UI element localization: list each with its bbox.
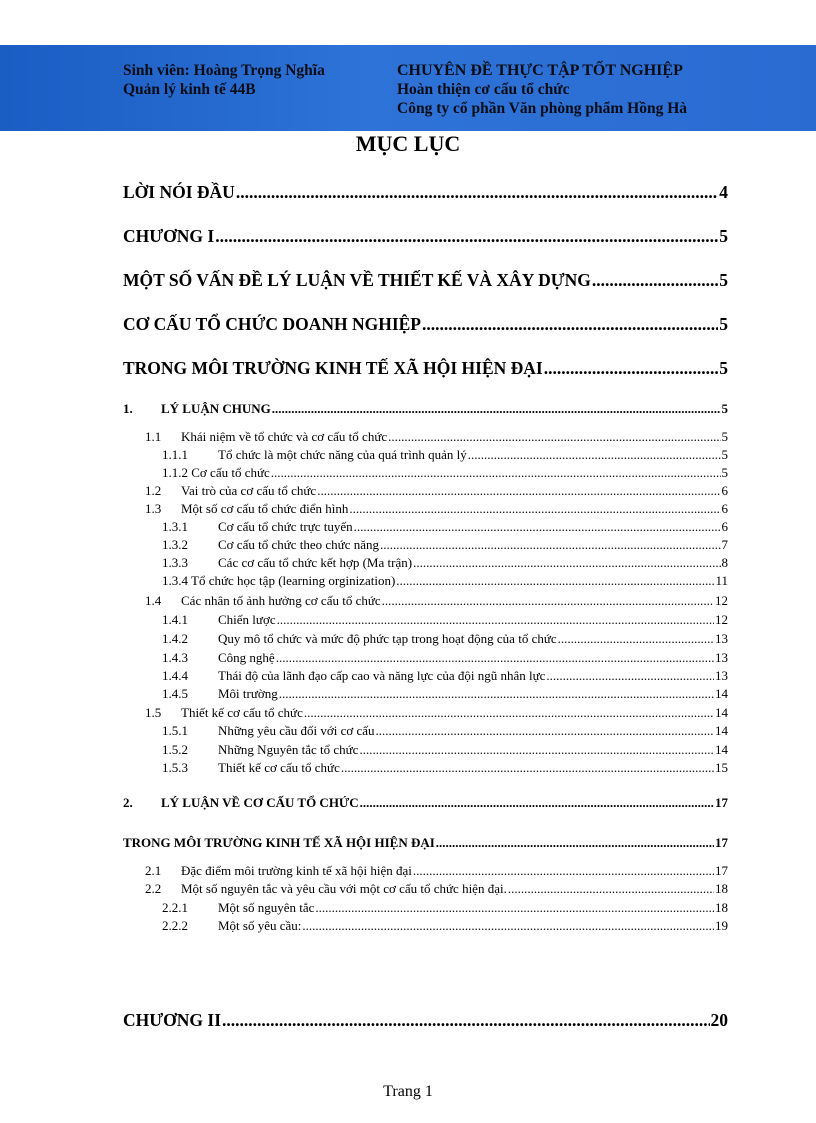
toc-entry[interactable] (123, 835, 728, 851)
toc-entry-text: LỜI NÓI ĐẦU (123, 182, 235, 202)
header-right (397, 61, 687, 118)
toc-entry-page: 5 (721, 401, 728, 416)
toc-entry-number: 1.3 (145, 501, 162, 516)
toc-entry[interactable] (162, 555, 728, 571)
toc-entry-page: 5 (721, 429, 728, 444)
toc-entry[interactable] (162, 918, 728, 934)
toc-entry-text: Cơ cấu tổ chức theo chức năng (218, 537, 380, 552)
toc-entry-number: 1.4.1 (162, 612, 188, 627)
toc-entry-text: Công nghệ (218, 650, 275, 665)
toc-entry-page: 4 (719, 182, 728, 202)
toc-entry-page: 5 (719, 226, 728, 246)
toc-entry[interactable] (162, 900, 728, 916)
toc-entry[interactable] (162, 668, 728, 684)
toc-entry-text: CHƯƠNG II (123, 1010, 222, 1030)
toc-entry-page: 14 (715, 742, 728, 757)
toc-entry-page: 8 (721, 555, 728, 570)
page-header-band (0, 45, 816, 131)
toc-entry-text: Đặc điểm môi trường kinh tế xã hội hiện đại (181, 863, 412, 878)
page-footer: Trang 1 (383, 1083, 433, 1100)
toc-entry-text: Vai trò của cơ cấu tổ chức (181, 483, 317, 498)
toc-entry-page: 20 (710, 1010, 728, 1030)
toc-entry-number: 2.2.2 (162, 918, 188, 933)
toc-entry-text: Một số cơ cấu tổ chức điển hình (181, 501, 349, 516)
toc-entry-text: Khái niệm về tổ chức và cơ cấu tổ chức (181, 429, 388, 444)
toc-entry-text: Những yêu cầu đối với cơ cấu (218, 723, 375, 738)
toc-entry-page: 14 (715, 705, 728, 720)
toc-entry[interactable] (123, 314, 728, 335)
toc-entry-number: 1.5.1 (162, 723, 188, 738)
toc-entry[interactable] (123, 270, 728, 291)
toc-entry[interactable] (145, 863, 728, 879)
toc-entry-number: 1.5.3 (162, 760, 188, 775)
toc-entry-page: 5 (719, 358, 728, 378)
toc-entry-page: 12 (715, 593, 728, 608)
toc-entry[interactable] (145, 705, 728, 721)
toc-entry-text: 1.1.2 Cơ cấu tổ chức (162, 465, 270, 480)
toc-entry-text: TRONG MÔI TRƯỜNG KINH TẾ XÃ HỘI HIỆN ĐẠI (123, 835, 435, 850)
toc-entry-text: Chiến lược (218, 612, 276, 627)
toc-entry-text: Một số nguyên tắc (218, 900, 315, 915)
toc-entry-number: 2. (123, 795, 133, 810)
toc-entry[interactable] (162, 447, 728, 463)
toc-entry-number: 2.2 (145, 881, 162, 896)
toc-entry-page: 17 (715, 863, 728, 878)
toc-entry-page: 17 (715, 835, 728, 850)
toc-entry-page: 13 (715, 668, 728, 683)
student-class: Quản lý kinh tế 44B (123, 81, 256, 98)
toc-entry-text: Một số nguyên tắc và yêu cầu với một cơ cấu tổ chức hiện đại. (181, 881, 507, 896)
toc-entry-number: 1.4 (145, 593, 162, 608)
toc-entry-page: 5 (721, 447, 728, 462)
toc-entry-number: 1.4.3 (162, 650, 188, 665)
toc-entry-number: 1.4.5 (162, 686, 188, 701)
toc-entry-text: TRONG MÔI TRƯỜNG KINH TẾ XÃ HỘI HIỆN ĐẠI (123, 358, 543, 378)
toc-entry-text: Tổ chức là một chức năng của quá trình quản lý (218, 447, 467, 462)
toc-entry-page: 14 (715, 686, 728, 701)
toc-entry-text: Cơ cấu tổ chức trực tuyến (218, 519, 353, 534)
toc-entry[interactable] (123, 182, 728, 203)
toc-entry-text: MỘT SỐ VẤN ĐỀ LÝ LUẬN VỀ THIẾT KẾ VÀ XÂY DỰNG (123, 270, 591, 290)
toc-entry[interactable] (145, 483, 728, 499)
toc-entry-page: 14 (715, 723, 728, 738)
toc-entry-number: 1.4.4 (162, 668, 188, 683)
toc-entry-text: CHƯƠNG I (123, 226, 215, 246)
toc-entry-page: 18 (715, 900, 728, 915)
toc-entry-number: 1.3.2 (162, 537, 188, 552)
toc-entry-page: 5 (719, 314, 728, 334)
toc-entry-page: 13 (715, 631, 728, 646)
toc-entry[interactable] (162, 465, 728, 481)
toc-entry[interactable] (145, 593, 728, 609)
toc-entry-text: Thiết kế cơ cấu tổ chức (218, 760, 340, 775)
toc-entry-text: Những Nguyên tắc tổ chức (218, 742, 359, 757)
report-topic: Hoàn thiện cơ cấu tổ chức (397, 81, 570, 98)
student-name: Sinh viên: Hoàng Trọng Nghĩa (123, 62, 325, 79)
toc-entry-text: CƠ CẤU TỔ CHỨC DOANH NGHIỆP (123, 314, 421, 334)
header-left (123, 61, 325, 99)
toc-entry-page: 6 (721, 501, 728, 516)
toc-entry[interactable] (162, 760, 728, 776)
toc-entry-number: 1.1 (145, 429, 162, 444)
report-company: Công ty cổ phần Văn phòng phẩm Hồng Hà (397, 100, 687, 117)
toc-entry[interactable] (123, 226, 728, 247)
toc-entry[interactable] (145, 429, 728, 445)
toc-entry-page: 11 (715, 573, 728, 588)
toc-entry[interactable] (162, 650, 728, 666)
toc-entry-text: Môi trường (218, 686, 278, 701)
toc-entry-page: 13 (715, 650, 728, 665)
toc-entry-number: 1. (123, 401, 133, 416)
toc-entry[interactable] (145, 881, 728, 897)
toc-entry-number: 1.3.1 (162, 519, 188, 534)
report-title: CHUYÊN ĐỀ THỰC TẬP TỐT NGHIỆP (397, 62, 683, 79)
toc-entry-page: 5 (721, 465, 728, 480)
toc-entry[interactable] (162, 631, 728, 647)
toc-entry-text: 1.3.4 Tổ chức học tập (learning orginization) (162, 573, 396, 588)
toc-entry-number: 2.2.1 (162, 900, 188, 915)
toc-entry[interactable] (162, 742, 728, 758)
toc-entry-text: LÝ LUẬN CHUNG (161, 401, 271, 416)
toc-entry-text: Quy mô tổ chức và mức độ phức tạp trong hoạt động của tổ chức (218, 631, 557, 646)
toc-entry-page: 7 (721, 537, 728, 552)
toc-entry[interactable] (145, 501, 728, 517)
toc-entry[interactable] (162, 612, 728, 628)
toc-entry-page: 12 (715, 612, 728, 627)
toc-entry-text: Một số yêu cầu: (218, 918, 302, 933)
toc-entry-number: 1.5.2 (162, 742, 188, 757)
toc-entry[interactable] (123, 401, 728, 417)
toc-entry[interactable] (123, 358, 728, 379)
toc-entry[interactable] (162, 519, 728, 535)
toc-entry-page: 6 (721, 519, 728, 534)
page-title: MỤC LỤC (355, 131, 461, 156)
toc-entry-page: 19 (715, 918, 728, 933)
toc-entry[interactable] (162, 573, 728, 589)
toc-entry-text: Các cơ cấu tổ chức kết hợp (Ma trận) (218, 555, 413, 570)
toc-entry-number: 1.2 (145, 483, 162, 498)
toc-entry-page: 5 (719, 270, 728, 290)
toc-entry[interactable] (162, 723, 728, 739)
toc-entry-text: Thái độ của lãnh đạo cấp cao và năng lực của đội ngũ nhân lực (218, 668, 546, 683)
toc-entry[interactable] (123, 795, 728, 811)
toc-entry-number: 2.1 (145, 863, 162, 878)
toc-entry-number: 1.1.1 (162, 447, 188, 462)
toc-entry-text: Các nhân tố ảnh hưởng cơ cấu tổ chức (181, 593, 381, 608)
toc-entry[interactable] (123, 1010, 728, 1031)
toc-entry[interactable] (162, 686, 728, 702)
toc-entry-page: 17 (715, 795, 728, 810)
toc-entry-page: 18 (715, 881, 728, 896)
toc-entry-number: 1.5 (145, 705, 162, 720)
toc-entry-text: Thiết kế cơ cấu tổ chức (181, 705, 303, 720)
toc-entry-text: LÝ LUẬN VỀ CƠ CẤU TỔ CHỨC (161, 795, 359, 810)
toc-entry-page: 15 (715, 760, 728, 775)
toc-entry[interactable] (162, 537, 728, 553)
toc-entry-page: 6 (721, 483, 728, 498)
toc-entry-number: 1.3.3 (162, 555, 188, 570)
toc-entry-number: 1.4.2 (162, 631, 188, 646)
